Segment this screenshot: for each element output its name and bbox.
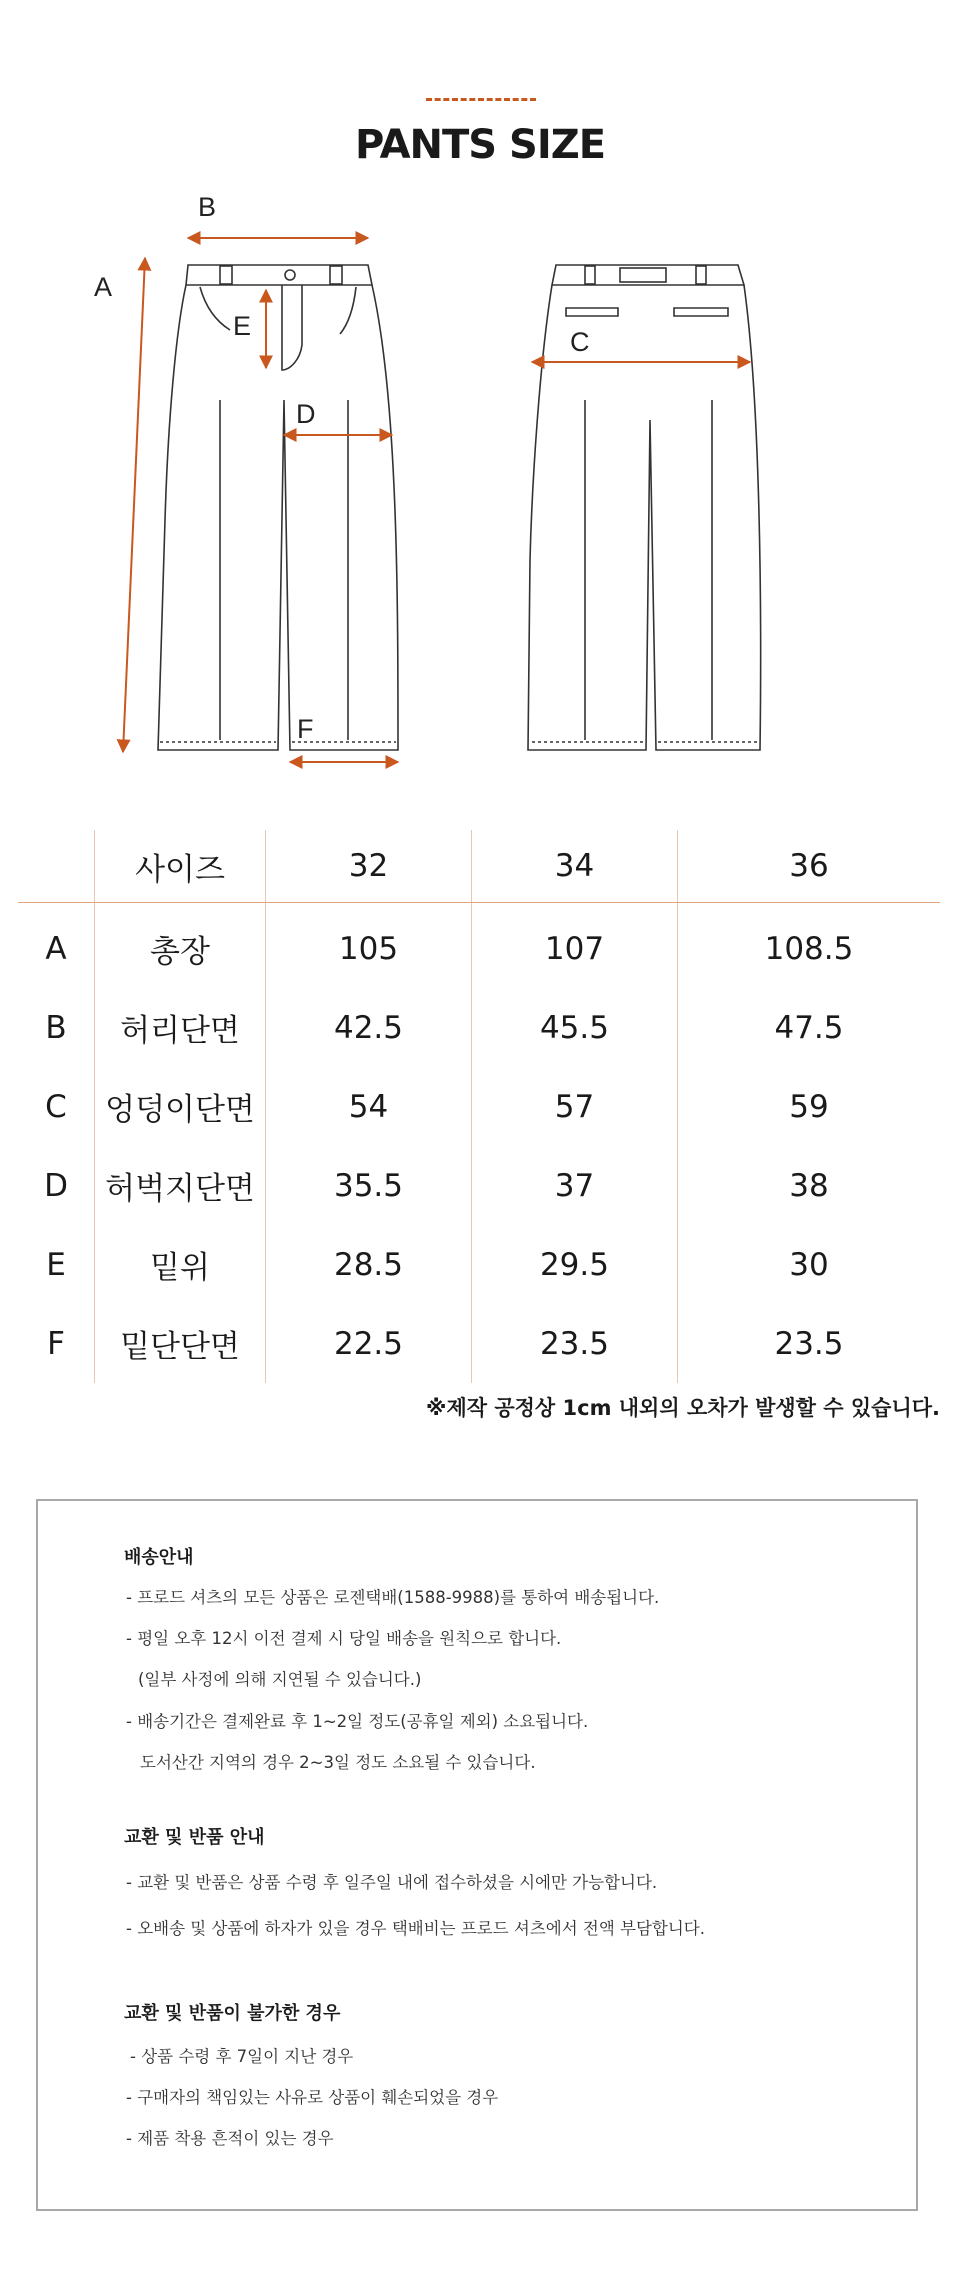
table-row — [18, 1067, 940, 1146]
row-code: B — [18, 988, 95, 1067]
row-value: 108.5 — [764, 930, 854, 967]
not-allowed-heading: 교환 및 반품이 불가한 경우 — [124, 2003, 341, 2024]
not-allowed-line: - 제품 착용 흔적이 있는 경우 — [126, 2129, 334, 2148]
table-row — [18, 1225, 940, 1304]
label-a: A — [94, 272, 113, 302]
label-b: B — [198, 192, 217, 222]
row-name: 허벅지단면 — [95, 1146, 266, 1225]
header-size: 34 — [471, 830, 677, 903]
table-row — [18, 1304, 940, 1383]
label-e: E — [233, 311, 252, 341]
row-value: 30 — [789, 1246, 829, 1283]
measurement-arrows — [123, 238, 750, 762]
row-name: 밑위 — [95, 1225, 266, 1304]
back-pants-drawing — [528, 265, 761, 750]
shipping-line: - 배송기간은 결제완료 후 1~2일 정도(공휴일 제외) 소요됩니다. — [126, 1712, 589, 1731]
table-row — [18, 988, 940, 1067]
shipping-line: - 프로드 셔츠의 모든 상품은 로젠택배(1588-9988)를 통하여 배송됩니다. — [126, 1588, 660, 1607]
exchange-line: - 교환 및 반품은 상품 수령 후 일주일 내에 접수하셨을 시에만 가능합니다. — [126, 1873, 658, 1892]
title-accent-dash — [426, 98, 536, 101]
table-row — [18, 1146, 940, 1225]
shipping-line: (일부 사정에 의해 지연될 수 있습니다.) — [138, 1670, 422, 1689]
row-name: 허리단면 — [95, 988, 266, 1067]
row-code: C — [18, 1067, 95, 1146]
row-code: A — [18, 903, 95, 989]
row-value: 23.5 — [774, 1325, 844, 1362]
table-row — [18, 903, 940, 989]
row-name: 밑단단면 — [95, 1304, 266, 1383]
row-value: 28.5 — [266, 1225, 472, 1304]
row-value: 45.5 — [471, 988, 677, 1067]
label-c: C — [570, 327, 590, 357]
row-value: 35.5 — [266, 1146, 472, 1225]
exchange-heading: 교환 및 반품 안내 — [124, 1827, 265, 1848]
tolerance-note: ※제작 공정상 1cm 내외의 오차가 발생할 수 있습니다. — [426, 1396, 940, 1420]
shipping-line: - 평일 오후 12시 이전 결제 시 당일 배송을 원칙으로 합니다. — [126, 1629, 562, 1648]
row-value: 22.5 — [266, 1304, 472, 1383]
row-value: 105 — [266, 903, 472, 989]
row-value: 107 — [471, 903, 677, 989]
arrow-a — [123, 258, 145, 752]
header-size: 36 — [677, 830, 940, 903]
header-size: 32 — [266, 830, 472, 903]
row-name: 총장 — [95, 903, 266, 989]
shipping-line: 도서산간 지역의 경우 2~3일 정도 소요될 수 있습니다. — [140, 1753, 536, 1772]
not-allowed-line: - 상품 수령 후 7일이 지난 경우 — [130, 2047, 354, 2066]
row-value: 47.5 — [774, 1009, 844, 1046]
row-value: 23.5 — [471, 1304, 677, 1383]
row-value: 59 — [789, 1088, 829, 1125]
row-value: 38 — [789, 1167, 829, 1204]
row-value: 29.5 — [471, 1225, 677, 1304]
table-header-row — [18, 830, 940, 903]
shipping-heading: 배송안내 — [124, 1547, 194, 1568]
row-value: 54 — [266, 1067, 472, 1146]
row-code: F — [18, 1304, 95, 1383]
label-f: F — [297, 714, 314, 744]
row-value: 57 — [471, 1067, 677, 1146]
row-value: 37 — [471, 1146, 677, 1225]
front-pants-drawing — [158, 265, 398, 750]
row-value: 42.5 — [266, 988, 472, 1067]
size-table — [18, 830, 940, 1383]
not-allowed-line: - 구매자의 책임있는 사유로 상품이 훼손되었을 경우 — [126, 2088, 499, 2107]
row-code: E — [18, 1225, 95, 1304]
exchange-line: - 오배송 및 상품에 하자가 있을 경우 택배비는 프로드 셔츠에서 전액 부담합니다. — [126, 1919, 705, 1938]
page-title: PANTS SIZE — [354, 122, 606, 168]
header-size-label: 사이즈 — [95, 830, 266, 903]
row-code: D — [18, 1146, 95, 1225]
label-d: D — [296, 399, 316, 429]
row-name: 엉덩이단면 — [95, 1067, 266, 1146]
pants-diagram — [0, 170, 960, 770]
